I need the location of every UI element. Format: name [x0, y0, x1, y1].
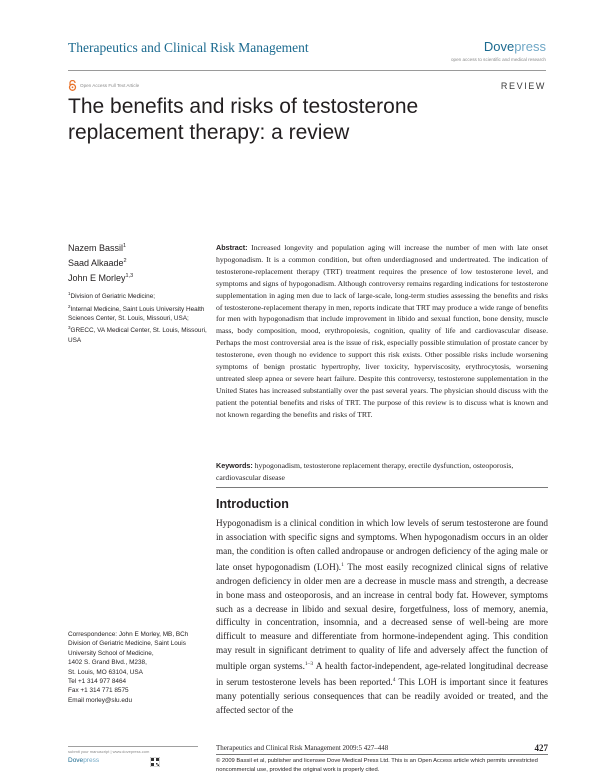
affiliation-text: GRECC, VA Medical Center, St. Louis, Missouri, USA [68, 327, 207, 344]
correspondence-line: Tel +1 314 977 8464 [68, 678, 127, 686]
intro-text: This LOH is important since it features many potentially serious consequences that can be readily avoided or treated, and the affected sector of the [216, 677, 548, 715]
title-line-1: The benefits and risks of testosterone [68, 95, 419, 118]
page-number: 427 [534, 743, 548, 753]
dovepress-logo-bold: Dove [483, 39, 515, 54]
publisher-tagline: open access to scientific and medical research [451, 57, 546, 62]
abstract [216, 242, 548, 421]
affiliation-sup: 1 [68, 291, 71, 296]
correspondence-name: John E Morley, MB, BCh [118, 631, 189, 638]
article-title [68, 94, 548, 146]
correspondence-line: University School of Medicine, [68, 649, 154, 657]
footer-dovepress-logo[interactable] [68, 757, 99, 764]
section-heading-introduction: Introduction [216, 497, 289, 511]
author-list [68, 240, 133, 285]
keywords-label: Keywords: [216, 461, 253, 470]
footer-citation: Therapeutics and Clinical Risk Management 2009:5 427–448 [216, 744, 389, 752]
correspondence-label: Correspondence: [68, 631, 118, 638]
correspondence-email[interactable]: Email morley@slu.edu [68, 696, 133, 704]
affiliation-sup: 3 [68, 325, 71, 331]
introduction-body [216, 517, 548, 718]
author [68, 240, 133, 255]
submit-rule [68, 746, 198, 747]
abstract-text: Increased longevity and population aging will increase the number of men with late onset hypogonadism. It is a common condition, but often underdiagnosed and undertreated. The indication of testosterone-replacement therapy (TRT) treatment requires the presence of low testosterone level, and symptoms and signs of hypogonadism. Although controversy remains regarding indications for testosterone supplementation in aging men due to lack of large-scale, long-term studies assessing the benefits and risks of testosterone-replacement therapy in men, reports indicate that TRT may produce a wide range of benefits for men with hypogonadism that include improvement in libido and sexual function, bone density, muscle mass, body composition, mood, erythropoiesis, cognition, quality of life and cardiovascular disease. Perhaps the most controversial area is the issue of risk, especially possible stimulation of prostate cancer by testosterone, even though no evidence to support this risk exists. Other possible risks include worsening symptoms of benign prostatic hypertrophy, liver toxicity, hyperviscosity, erythrocytosis, worsening untreated sleep apnea or severe heart failure. Despite this controversy, testosterone supplementation in the United States has increased substantially over the past several years. The physician should discuss with the patient the potential benefits and risks of TRT. The purpose of this review is to discuss what is known and not known regarding the benefits and risks of TRT. [216, 243, 548, 419]
citation-ref[interactable]: 1 [341, 561, 344, 568]
qr-code-icon [150, 757, 160, 767]
author-name: John E Morley [68, 273, 126, 283]
abstract-divider [216, 487, 548, 488]
affiliation [68, 302, 210, 346]
author-affil-sup: 1,3 [125, 273, 134, 279]
dovepress-logo[interactable] [484, 39, 546, 54]
keywords [216, 460, 548, 484]
intro-text: Hypogonadism is a clinical condition in which low levels of serum testosterone are found in association with specific signs and symptoms. When hypogonadism occurs in an older man, the condition is often called andropause or androgen deficiency of the aging male or late onset hypogonadism (LOH). [216, 518, 548, 572]
citation-ref[interactable]: 4 [392, 677, 396, 684]
affiliation-sup: 2 [68, 303, 71, 309]
correspondence-block [68, 630, 218, 705]
author-name: Nazem Bassil [68, 243, 124, 253]
affiliations [68, 289, 210, 345]
intro-text: A health factor-independent, age-related longitudinal decrease in serum testosterone levels has been reported. [216, 661, 548, 688]
correspondence-line: Division of Geriatric Medicine, Saint Louis [68, 640, 186, 648]
correspondence-line: 1402 S. Grand Blvd., M238, [68, 659, 147, 667]
author [68, 270, 133, 285]
header-rule [68, 70, 546, 71]
journal-name: Therapeutics and Clinical Risk Management [68, 40, 309, 55]
affiliation-text: Division of Geriatric Medicine; [70, 293, 156, 301]
dovepress-logo-light: press [514, 39, 546, 54]
correspondence-line: St. Louis, MO 63104, USA [68, 668, 143, 676]
author-affil-sup: 2 [123, 258, 127, 264]
intro-text: The most easily recognized clinical signs of relative androgen deficiency in older men are a decrease in muscle mass and strength, a decrease in bone mass and osteoporosis, and an increase in central body fat. However, symptoms such as a decrease in libido and sexual desire, forgetfulness, loss of memory, anemia, difficulty in concentration, insomnia, and a decreased sense of well-being are more difficult to measure and differentiate from hormone-independent aging. This condition may result in significant detriment to quality of life and adversely affect the function of multiple organ systems. [216, 561, 548, 672]
keywords-text: hypogonadism, testosterone replacement therapy, erectile dysfunction, osteoporosis, cardiovascular disease [216, 461, 514, 482]
correspondence-line: Fax +1 314 771 8575 [68, 687, 129, 695]
author-name: Saad Alkaade [68, 258, 124, 268]
open-access-icon [68, 80, 77, 91]
abstract-label: Abstract: [216, 243, 248, 252]
citation-ref[interactable]: 1–3 [304, 661, 314, 668]
affiliation-text: Internal Medicine, Saint Louis University Health Sciences Center, St. Louis, Missouri, USA; [68, 305, 205, 323]
copyright-notice: © 2009 Bassil et al, publisher and licensee Dove Medical Press Ltd. This is an Open Access article which permits unrestricted noncommercial use, provided the original work is properly cited. [216, 758, 538, 773]
author [68, 255, 133, 270]
correspondence-heading [68, 630, 218, 639]
article-type-label: REVIEW [500, 81, 546, 91]
footer-dove-bold: Dove [68, 757, 84, 764]
footer-rule [216, 754, 548, 755]
open-access-label: Open Access Full Text Article [80, 83, 140, 88]
author-affil-sup: 1 [123, 243, 127, 249]
affiliation [68, 289, 210, 302]
title-line-2: replacement therapy: a review [68, 121, 350, 144]
submit-manuscript-link[interactable]: submit your manuscript | www.dovepress.com [68, 749, 150, 754]
footer-dove-light: press [83, 757, 100, 764]
